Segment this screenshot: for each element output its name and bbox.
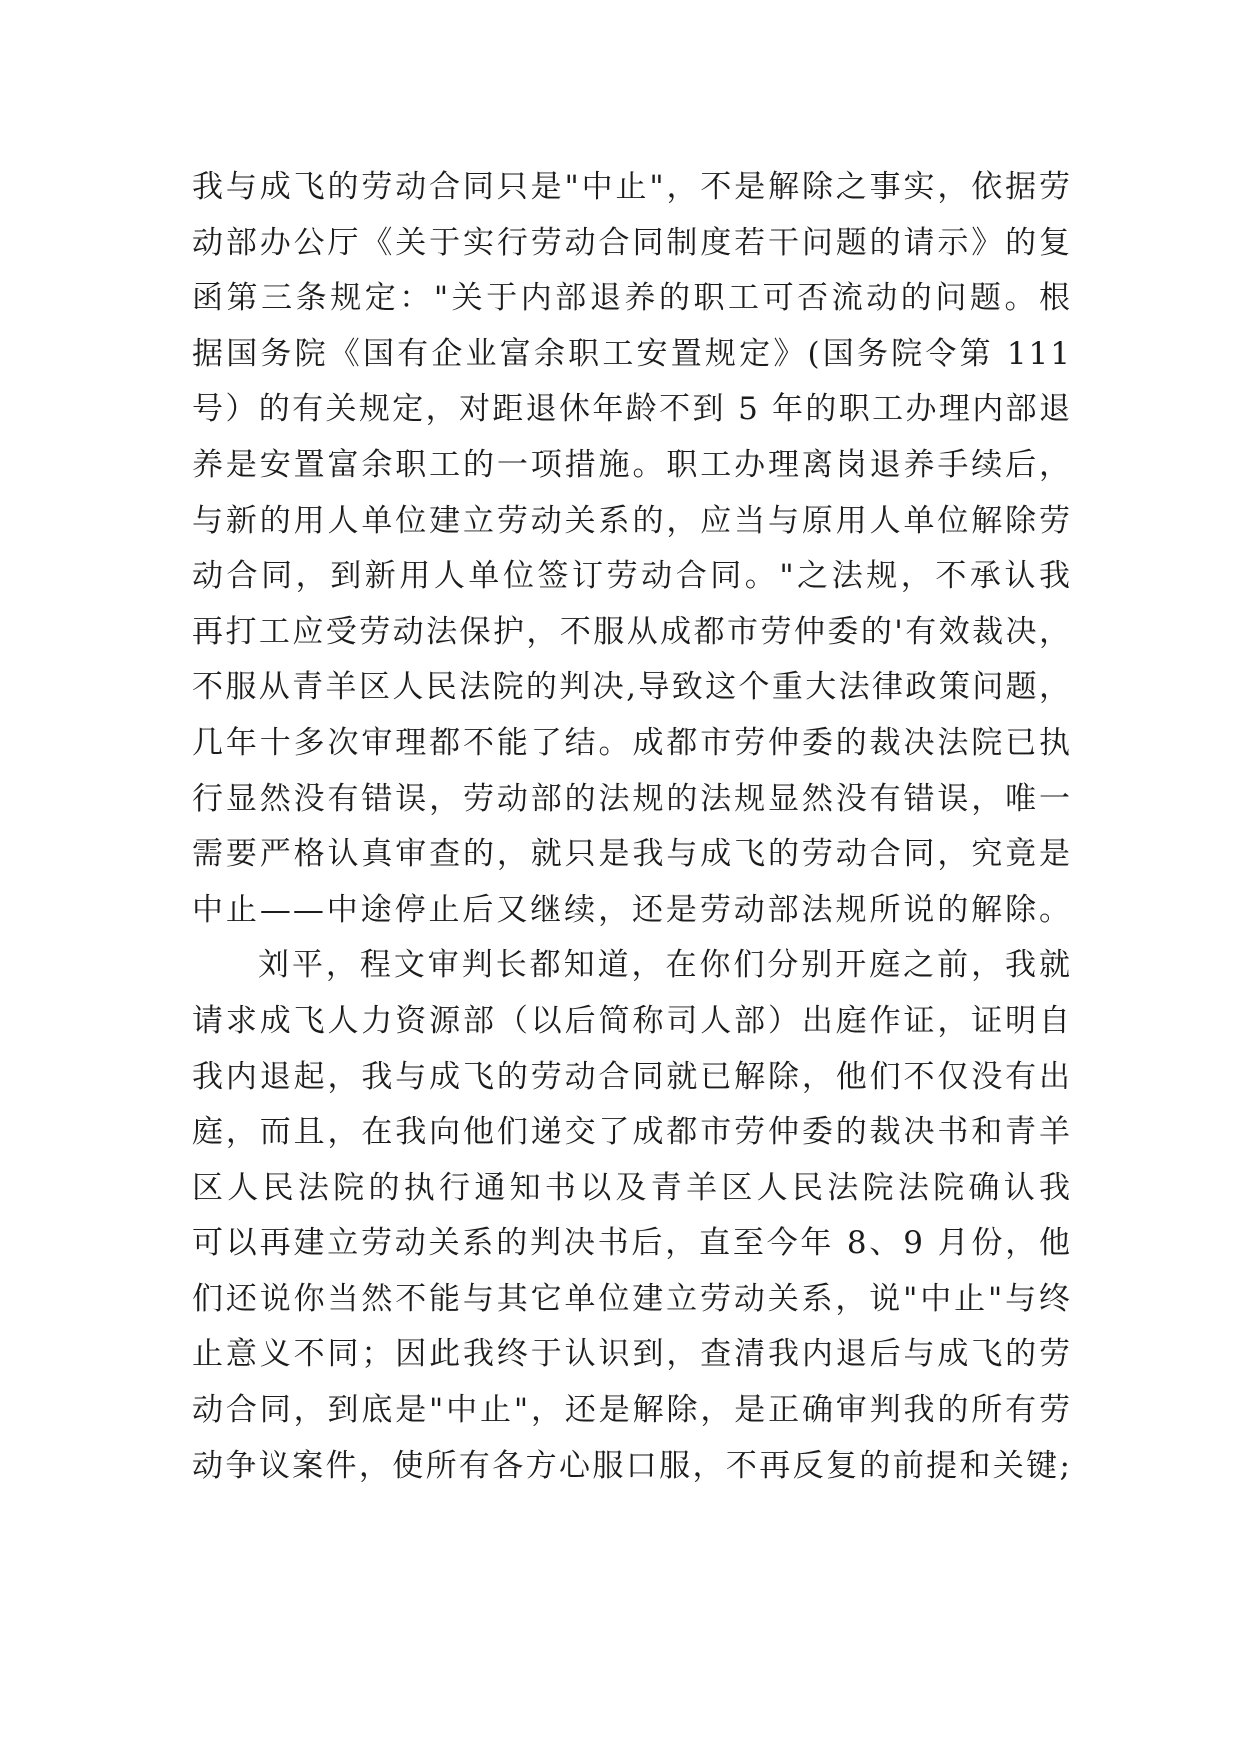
- paragraph-1: [192, 160, 1072, 938]
- text-line: 与新的用人单位建立劳动关系的，应当与原用人单位解除劳: [192, 502, 1072, 539]
- text-line: 可以再建立劳动关系的判决书后，直至今年 8、9 月份，他: [192, 1225, 1072, 1262]
- text-line: 区人民法院的执行通知书以及青羊区人民法院法院确认我: [192, 1169, 1072, 1206]
- text-line: 中止——中途停止后又继续，还是劳动部法规所说的解除。: [192, 891, 1072, 928]
- text-line: 函第三条规定："关于内部退养的职工可否流动的问题。根: [192, 280, 1072, 317]
- text-line: 们还说你当然不能与其它单位建立劳动关系，说"中止"与终: [192, 1280, 1072, 1317]
- text-line: 动合同，到新用人单位签订劳动合同。"之法规，不承认我: [192, 558, 1072, 595]
- text-line: 养是安置富余职工的一项措施。职工办理离岗退养手续后，: [192, 446, 1072, 483]
- text-line: 再打工应受劳动法保护，不服从成都市劳仲委的'有效裁决，: [192, 613, 1072, 650]
- text-line: 动部办公厅《关于实行劳动合同制度若干问题的请示》的复: [192, 224, 1072, 261]
- text-line: 动争议案件，使所有各方心服口服，不再反复的前提和关键;: [192, 1447, 1072, 1484]
- paragraph-2: [192, 938, 1072, 1494]
- text-line: 我内退起，我与成飞的劳动合同就已解除，他们不仅没有出: [192, 1058, 1072, 1095]
- body-text: [192, 160, 1072, 1494]
- text-line: 请求成飞人力资源部（以后简称司人部）出庭作证，证明自: [192, 1002, 1072, 1039]
- text-line: 需要严格认真审查的，就只是我与成飞的劳动合同，究竟是: [192, 836, 1072, 873]
- text-line: 我与成飞的劳动合同只是"中止"，不是解除之事实，依据劳: [192, 169, 1072, 205]
- text-line: 止意义不同；因此我终于认识到，查清我内退后与成飞的劳: [192, 1336, 1072, 1373]
- text-line: 动合同，到底是"中止"，还是解除，是正确审判我的所有劳: [192, 1392, 1072, 1429]
- text-line: 据国务院《国有企业富余职工安置规定》(国务院令第 111: [192, 335, 1072, 372]
- text-line: 庭，而且，在我向他们递交了成都市劳仲委的裁决书和青羊: [192, 1114, 1072, 1151]
- text-line: 行显然没有错误，劳动部的法规的法规显然没有错误，唯一: [192, 780, 1072, 817]
- text-line: 刘平，程文审判长都知道，在你们分别开庭之前，我就: [258, 947, 1072, 984]
- text-line: 不服从青羊区人民法院的判决,导致这个重大法律政策问题，: [192, 669, 1072, 706]
- text-line: 几年十多次审理都不能了结。成都市劳仲委的裁决法院已执: [192, 724, 1072, 761]
- text-line: 号）的有关规定，对距退休年龄不到 5 年的职工办理内部退: [192, 391, 1072, 428]
